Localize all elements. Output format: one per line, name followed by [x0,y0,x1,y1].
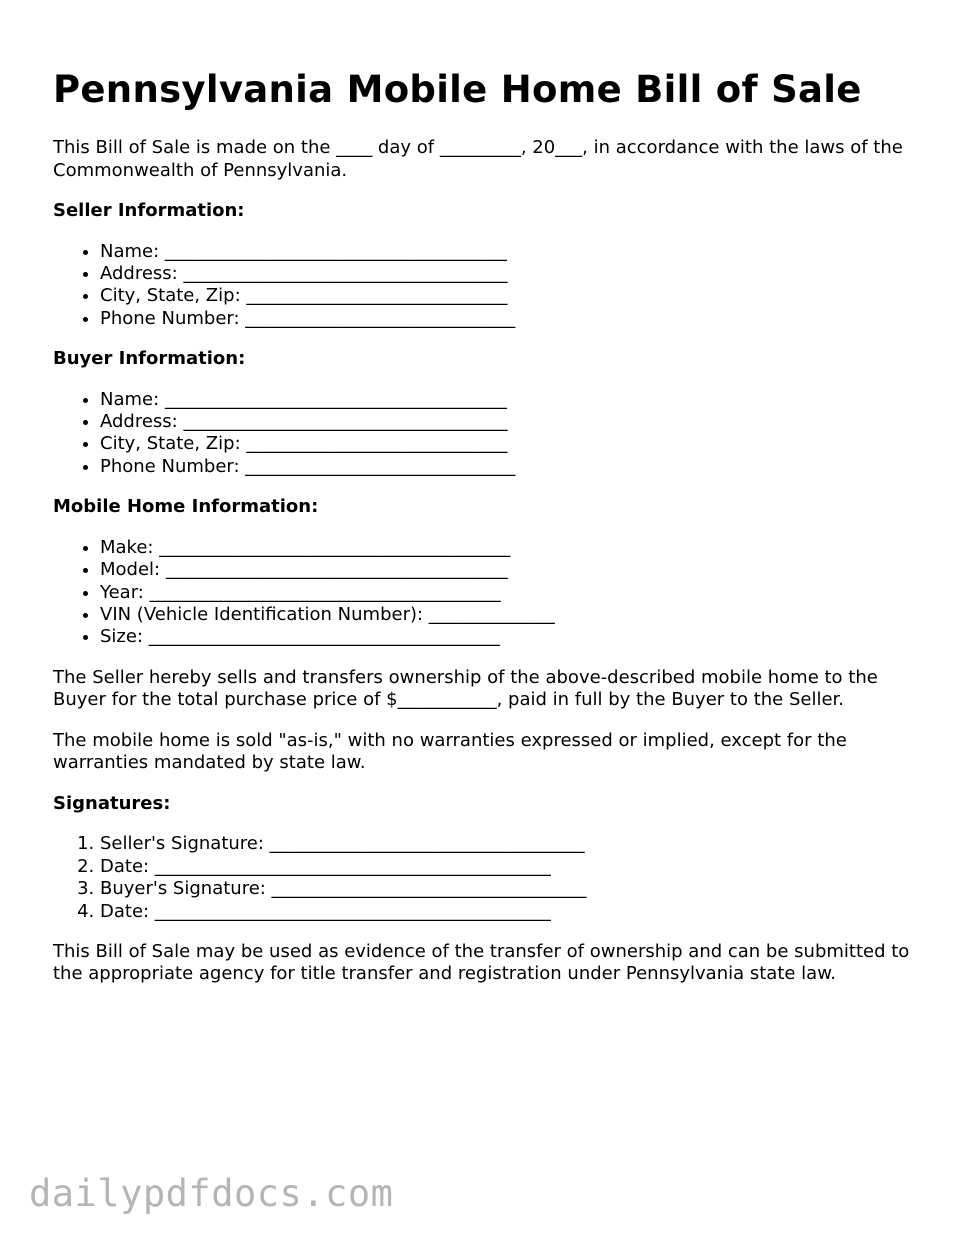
mobile-home-size-field: • Size: _______________________________________ [100,626,913,648]
closing-paragraph: This Bill of Sale may be used as evidence of the transfer of ownership and can be submitted to the appropriate agency for title transfer and registration under Pennsylvania state law. [53,940,910,985]
seller-date-line: 2. Date: ____________________________________________ [100,856,913,878]
sale-paragraph: The Seller hereby sells and transfers ownership of the above-described mobile home to the Buyer for the total purchase price of $___________, paid in full by the Buyer to the Seller. [53,666,878,711]
seller-fields-list [53,241,913,331]
intro-paragraph: This Bill of Sale is made on the ____ day of _________, 20___, in accordance with the laws of the Commonwealth of Pennsylvania. [53,137,903,181]
mobile-home-vin-field: • VIN (Vehicle Identification Number): ______________ [100,604,913,626]
seller-signature-line: 1. Seller's Signature: ___________________________________ [100,833,913,855]
seller-name-field: • Name: ______________________________________ [100,241,913,263]
buyer-heading: Buyer Information: [53,348,246,370]
seller-address-field: • Address: ____________________________________ [100,263,913,285]
buyer-signature-line: 3. Buyer's Signature: ___________________________________ [100,878,913,900]
signatures-heading: Signatures: [53,792,171,814]
buyer-city-state-zip-field: • City, State, Zip: _____________________________ [100,433,913,455]
mobile-home-fields-list [53,537,913,649]
mobile-home-make-field: • Make: _______________________________________ [100,537,913,559]
buyer-date-line: 4. Date: ____________________________________________ [100,901,913,923]
buyer-phone-field: • Phone Number: ______________________________ [100,456,913,478]
mobile-home-year-field: • Year: _______________________________________ [100,582,913,604]
mobile-home-model-field: • Model: ______________________________________ [100,559,913,581]
seller-heading: Seller Information: [53,200,245,221]
buyer-address-field: • Address: ____________________________________ [100,411,913,433]
document-page [53,60,913,1004]
seller-city-state-zip-field: • City, State, Zip: _____________________________ [100,285,913,307]
buyer-name-field: • Name: ______________________________________ [100,389,913,411]
mobile-home-heading: Mobile Home Information: [53,496,319,518]
seller-phone-field: • Phone Number: ______________________________ [100,308,913,330]
document-title: Pennsylvania Mobile Home Bill of Sale [53,68,862,111]
buyer-fields-list [53,389,913,479]
signatures-list [53,833,913,923]
as-is-paragraph: The mobile home is sold "as-is," with no warranties expressed or implied, except for the warranties mandated by state law. [53,729,847,774]
watermark-text: dailypdfdocs.com [29,1172,394,1215]
